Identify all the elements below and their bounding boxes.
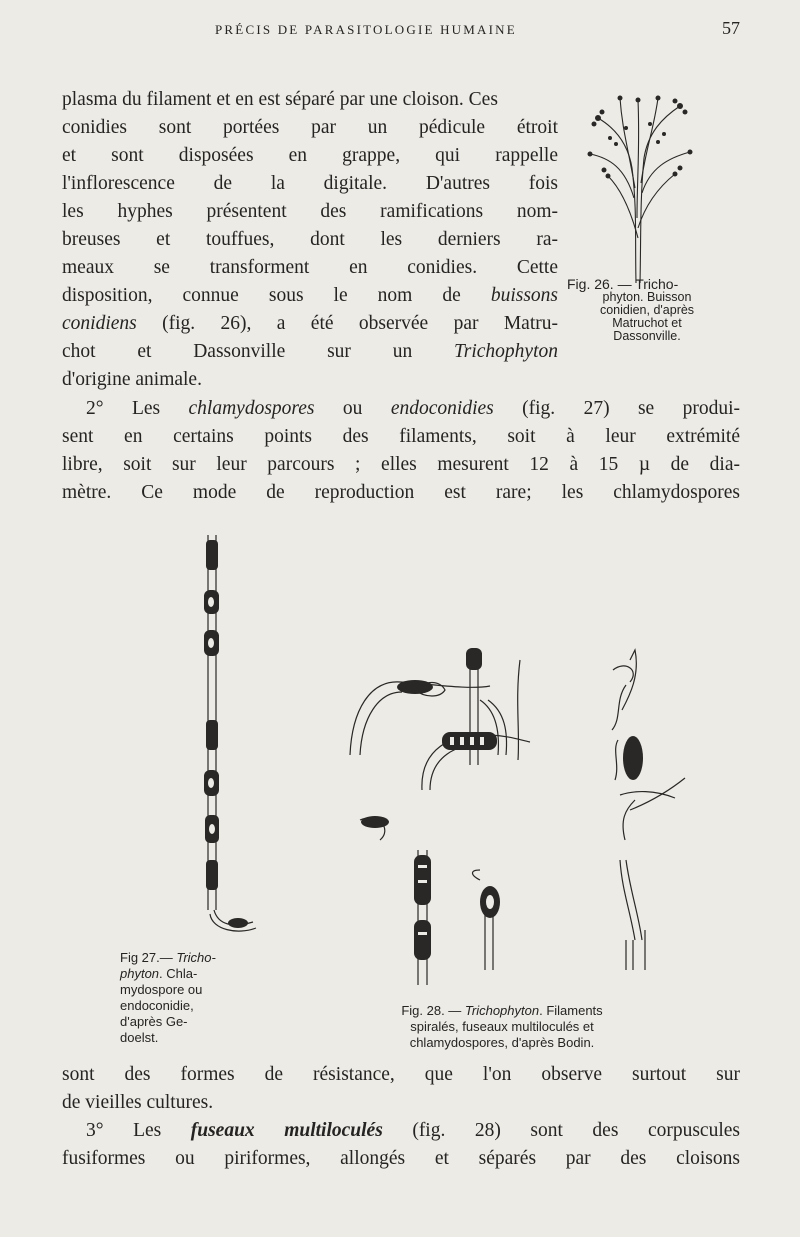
term-endoconidies: endoconidies: [390, 398, 494, 419]
caption-line: phyton. Chla-: [120, 966, 198, 981]
fig27-chlamydospore-illustration: [148, 530, 258, 940]
text-line: d'origine animale.: [62, 369, 202, 390]
term-chlamydospores: chlamydospores: [188, 398, 315, 419]
text-line: conidiens (fig. 26), a été observée par Matru-: [62, 313, 558, 334]
text-line: et sont disposées en grappe, qui rappelle: [62, 145, 558, 166]
caption-line: phyton. Buisson: [602, 290, 692, 304]
text-line: 3° Les fuseaux multiloculés (fig. 28) sont des corpuscules: [86, 1120, 740, 1141]
caption-line: endoconidie,: [120, 998, 194, 1013]
text-line: chot et Dassonville sur un Trichophyton: [62, 341, 558, 362]
text-line: breuses et touffues, dont les derniers ra-: [62, 229, 558, 250]
caption-line: mydospore ou: [120, 982, 203, 997]
text-line: plasma du filament et en est séparé par une cloison. Ces: [62, 89, 498, 110]
running-title: PRÉCIS DE PARASITOLOGIE HUMAINE: [215, 22, 517, 37]
figure-27-caption: [120, 950, 250, 1046]
text-line: mètre. Ce mode de reproduction est rare; les chlamydospores: [62, 482, 740, 503]
text-line: de vieilles cultures.: [62, 1092, 214, 1113]
term-fuseaux: fuseaux multiloculés: [190, 1120, 383, 1141]
text-line: meaux se transforment en conidies. Cette: [62, 257, 558, 278]
text-line: libre, soit sur leur parcours ; elles mesurent 12 à 15 µ de dia-: [62, 454, 740, 475]
term-trichophyton: Trichophyton: [453, 341, 558, 362]
caption-line: d'après Ge-: [120, 1014, 188, 1029]
caption-line: Matruchot et: [612, 316, 682, 330]
figure-28-caption: [282, 1003, 722, 1051]
fig28-spiral-filaments-illustration: [330, 640, 730, 1000]
caption-line: doelst.: [120, 1030, 159, 1045]
caption-line: Fig. 26. — Tricho-: [567, 276, 679, 292]
text-line: fusiformes ou piriformes, allongés et séparés par des cloisons: [62, 1148, 740, 1169]
text-line: conidies sont portées par un pédicule étroit: [62, 117, 558, 138]
caption-line: Fig. 28. — Trichophyton. Filaments: [401, 1003, 603, 1018]
caption-line: Dassonville.: [613, 329, 681, 343]
page-number: 57: [722, 18, 740, 38]
caption-line: Fig 27.— Tricho-: [120, 950, 216, 965]
caption-line: chlamydospores, d'après Bodin.: [409, 1035, 595, 1050]
caption-line: conidien, d'après: [599, 303, 695, 317]
text-line: sent en certains points des filaments, soit à leur extrémité: [62, 426, 740, 447]
fig26-conidial-bush-illustration: [580, 88, 700, 288]
term-buissons: buissons: [490, 285, 558, 306]
figure-26-caption: [567, 278, 727, 343]
text-line: sont des formes de résistance, que l'on observe surtout sur: [62, 1064, 740, 1085]
text-line: l'inflorescence de la digitale. D'autres fois: [62, 173, 558, 194]
caption-line: spiralés, fuseaux multiloculés et: [410, 1019, 594, 1034]
term-conidiens: conidiens: [62, 313, 137, 334]
text-line: les hyphes présentent des ramifications nom-: [62, 201, 558, 222]
text-line: 2° Les chlamydospores ou endoconidies (fig. 27) se produi-: [86, 398, 741, 419]
text-line: disposition, connue sous le nom de buissons: [62, 285, 558, 306]
